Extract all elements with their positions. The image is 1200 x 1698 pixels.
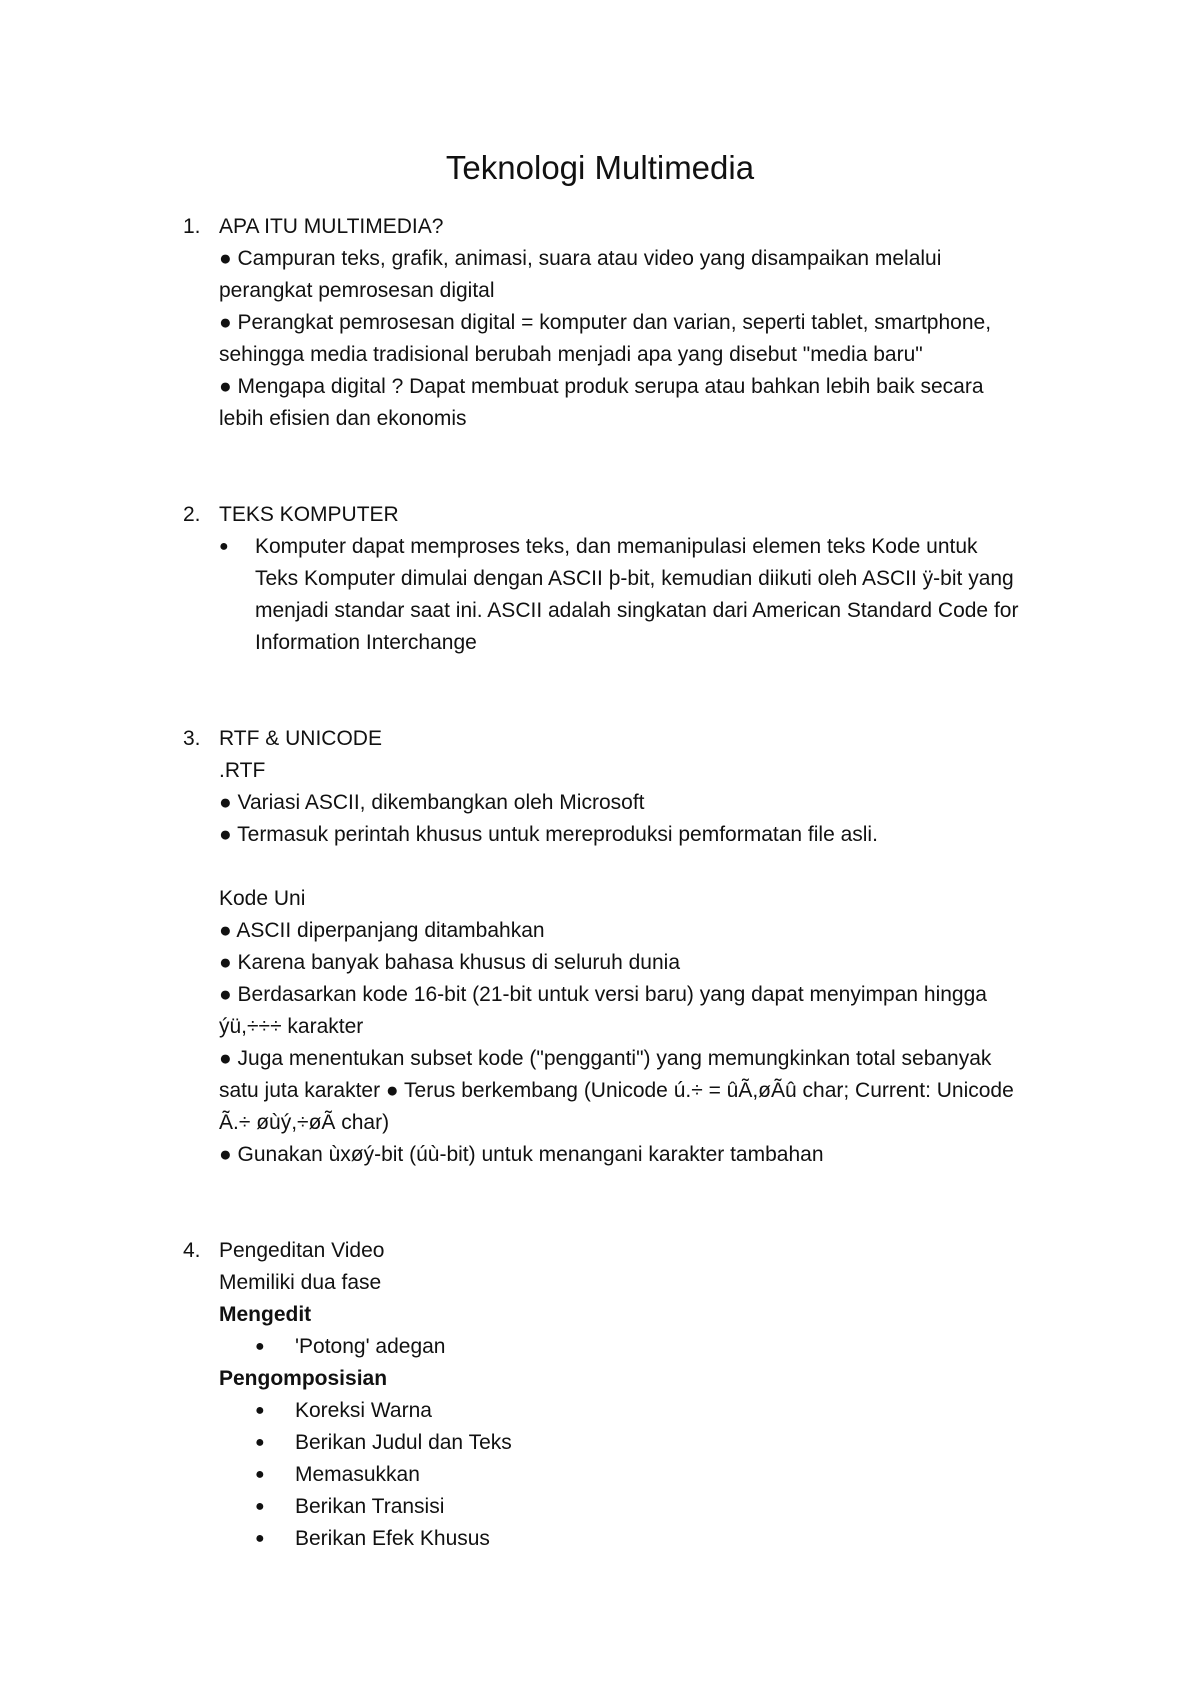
list-item: 'Potong' adegan	[295, 1335, 446, 1358]
section-1-line: lebih efisien dan ekonomis	[219, 407, 467, 430]
rtf-line: ● Variasi ASCII, dikembangkan oleh Microsoft	[219, 791, 645, 814]
bullet-icon: ●	[255, 1338, 265, 1355]
section-1-line: ● Campuran teks, grafik, animasi, suara atau video yang disampaikan melalui	[219, 247, 942, 270]
section-3-heading: RTF & UNICODE	[219, 727, 382, 750]
section-1-heading: APA ITU MULTIMEDIA?	[219, 215, 444, 238]
subheading-mengedit: Mengedit	[219, 1303, 312, 1326]
unicode-line: ýü,÷÷÷ karakter	[219, 1015, 364, 1038]
unicode-line: Kode Uni	[219, 887, 306, 910]
section-2-number: 2.	[183, 503, 201, 526]
page-title: Teknologi Multimedia	[445, 149, 755, 186]
unicode-line: ● Juga menentukan subset kode ("pengganti") yang memungkinkan total sebanyak	[219, 1047, 992, 1070]
section-2-line: Komputer dapat memproses teks, dan memanipulasi elemen teks Kode untuk	[255, 535, 978, 558]
section-4-number: 4.	[183, 1239, 201, 1262]
bullet-icon: ●	[255, 1466, 265, 1483]
unicode-line: ● Gunakan ùxøý-bit (úù-bit) untuk menangani karakter tambahan	[219, 1143, 824, 1166]
section-4-heading: Pengeditan Video	[219, 1239, 385, 1262]
section-1-line: ● Mengapa digital ? Dapat membuat produk serupa atau bahkan lebih baik secara	[219, 375, 984, 398]
unicode-line: ● Berdasarkan kode 16-bit (21-bit untuk versi baru) yang dapat menyimpan hingga	[219, 983, 987, 1006]
bullet-icon: ●	[255, 1530, 265, 1547]
section-1-line: ● Perangkat pemrosesan digital = komputer dan varian, seperti tablet, smartphone,	[219, 311, 992, 334]
section-3-number: 3.	[183, 727, 201, 750]
section-4-intro: Memiliki dua fase	[219, 1271, 382, 1294]
list-item: Berikan Transisi	[295, 1495, 445, 1518]
list-item: Koreksi Warna	[295, 1399, 432, 1422]
section-2-line: Information Interchange	[255, 631, 477, 654]
unicode-line: ● Karena banyak bahasa khusus di seluruh dunia	[219, 951, 680, 974]
unicode-line: Ã.÷ øùý,÷øÃ char)	[219, 1111, 390, 1134]
section-2-line: menjadi standar saat ini. ASCII adalah singkatan dari American Standard Code for	[255, 599, 1019, 622]
section-1-line: perangkat pemrosesan digital	[219, 279, 495, 302]
bullet-icon: ●	[255, 1402, 265, 1419]
rtf-line: ● Termasuk perintah khusus untuk mereproduksi pemformatan file asli.	[219, 823, 878, 846]
section-2-heading: TEKS KOMPUTER	[219, 503, 399, 526]
section-1-number: 1.	[183, 215, 201, 238]
unicode-line: satu juta karakter ● Terus berkembang (Unicode ú.÷ = ûÃ,øÃû char; Current: Unicode	[219, 1079, 1014, 1102]
list-item: Memasukkan	[295, 1463, 420, 1486]
unicode-line: ● ASCII diperpanjang ditambahkan	[219, 919, 545, 942]
subheading-pengomposisian: Pengomposisian	[219, 1367, 388, 1390]
list-item: Berikan Judul dan Teks	[295, 1431, 512, 1454]
section-1-line: sehingga media tradisional berubah menjadi apa yang disebut "media baru"	[219, 343, 923, 366]
list-item: Berikan Efek Khusus	[295, 1527, 490, 1550]
bullet-icon: ●	[255, 1498, 265, 1515]
rtf-line: .RTF	[219, 759, 266, 782]
section-2-line: Teks Komputer dimulai dengan ASCII þ-bit, kemudian diikuti oleh ASCII ÿ-bit yang	[255, 567, 1014, 590]
bullet-icon: ●	[219, 538, 229, 555]
bullet-icon: ●	[255, 1434, 265, 1451]
